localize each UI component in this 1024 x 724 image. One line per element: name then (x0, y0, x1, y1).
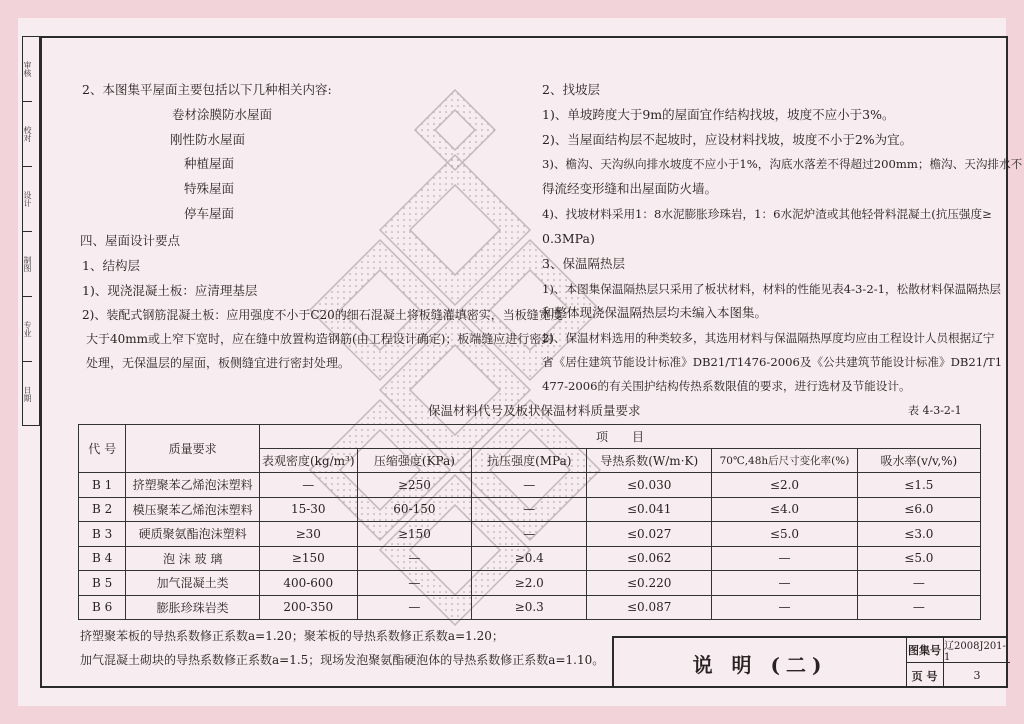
table-cell: ≥30 (259, 522, 357, 547)
table-caption: 保温材料代号及板状保温材料质量要求 (428, 403, 641, 418)
roof-type-item: 停车屋面 (184, 206, 235, 221)
table-cell: — (472, 497, 587, 522)
table-cell: ≤5.0 (857, 546, 980, 571)
table-header-cell: 代 号 (79, 425, 126, 473)
table-cell: 15-30 (259, 497, 357, 522)
binding-cell: 制图 (23, 232, 32, 297)
table-cell: — (712, 546, 858, 571)
table-row (79, 522, 981, 547)
table-row (79, 571, 981, 596)
page-number-value: 3 (973, 669, 981, 682)
table-cell: ≥150 (357, 522, 472, 547)
table-row (79, 497, 981, 522)
table-cell: ≥250 (357, 473, 472, 498)
table-cell: ≥150 (259, 546, 357, 571)
table-cell: 模压聚苯乙烯泡沫塑料 (126, 497, 260, 522)
table-cell: 泡 沫 玻 璃 (126, 546, 260, 571)
table-cell: 挤塑聚苯乙烯泡沫塑料 (126, 473, 260, 498)
atlas-number-row (906, 638, 1010, 663)
table-cell: ≤6.0 (857, 497, 980, 522)
table-cell: B 6 (79, 595, 126, 620)
table-cell: 硬质聚氨酯泡沫塑料 (126, 522, 260, 547)
table-cell: B 5 (79, 571, 126, 596)
table-cell: — (472, 522, 587, 547)
roof-type-item: 卷材涂膜防水屋面 (172, 107, 273, 122)
table-header-cell: 表观密度(kg/m³) (259, 449, 357, 473)
paragraph: 大于40mm或上窄下宽时，应在缝中放置构造钢筋(由工程设计确定)；板端缝应进行密封 (86, 332, 554, 346)
table-header-cell: 质量要求 (126, 425, 260, 473)
binding-strip (22, 36, 40, 426)
table-number: 表 4-3-2-1 (908, 404, 962, 417)
roof-type-item: 种植屋面 (184, 156, 235, 171)
table-cell: ≤1.5 (857, 473, 980, 498)
table-cell: 400-600 (259, 571, 357, 596)
paragraph: 2)、当屋面结构层不起坡时，应设材料找坡，坡度不小于2%为宜。 (542, 132, 913, 147)
table-group-header: 项 目 (259, 425, 980, 449)
sheet-title: 说 明 (二) (614, 638, 907, 688)
table-cell: ≤0.027 (587, 522, 712, 547)
table-cell: 膨胀珍珠岩类 (126, 595, 260, 620)
table-cell: — (857, 595, 980, 620)
table-header-cell: 70℃,48h后尺寸变化率(%) (712, 449, 858, 473)
paragraph: 1)、现浇混凝土板：应清理基层 (82, 283, 258, 298)
table-cell: ≥0.4 (472, 546, 587, 571)
binding-cell: 设计 (23, 167, 32, 232)
table-cell: ≤0.087 (587, 595, 712, 620)
table-cell: ≤4.0 (712, 497, 858, 522)
table-cell: ≤0.041 (587, 497, 712, 522)
table-cell: — (857, 571, 980, 596)
table-cell: — (712, 595, 858, 620)
material-table (78, 424, 981, 620)
table-cell: ≤5.0 (712, 522, 858, 547)
table-cell: ≤0.220 (587, 571, 712, 596)
table-row (79, 473, 981, 498)
table-cell: B 3 (79, 522, 126, 547)
table-header-cell: 抗压强度(MPa) (472, 449, 587, 473)
table-cell: ≥2.0 (472, 571, 587, 596)
table-cell: — (259, 473, 357, 498)
table-cell: 加气混凝土类 (126, 571, 260, 596)
table-cell: ≤0.062 (587, 546, 712, 571)
section-heading: 四、屋面设计要点 (80, 233, 181, 248)
paragraph: 1)、本图集保温隔热层只采用了板状材料，材料的性能见表4-3-2-1，松散材料保温隔热层 (542, 282, 1001, 296)
table-cell: ≤0.030 (587, 473, 712, 498)
subsection-heading: 1、结构层 (82, 258, 140, 273)
page-number-label: 页 号 (906, 663, 944, 688)
subsection-heading: 3、保温隔热层 (542, 256, 625, 271)
paragraph: 477-2006的有关围护结构传热系数限值的要求，进行选材及节能设计。 (542, 379, 911, 393)
table-cell: — (357, 546, 472, 571)
paragraph: 1)、单坡跨度大于9m的屋面宜作结构找坡，坡度不应小于3%。 (542, 107, 895, 122)
table-note: 加气混凝土砌块的导热系数修正系数a=1.5；现场发泡聚氨酯硬泡体的导热系数修正系数a=1.10。 (80, 653, 605, 667)
table-header-row (79, 425, 981, 449)
subsection-heading: 2、找坡层 (542, 82, 600, 97)
table-note: 挤塑聚苯板的导热系数修正系数a=1.20；聚苯板的导热系数修正系数a=1.20； (80, 629, 504, 643)
paragraph: 4)、找坡材料采用1：8水泥膨胀珍珠岩，1：6水泥炉渣或其他轻骨料混凝土(抗压强度≥ (542, 207, 992, 221)
page-number-row (906, 663, 1010, 688)
roof-type-item: 刚性防水屋面 (170, 132, 246, 147)
table-row (79, 546, 981, 571)
roof-type-item: 特殊屋面 (184, 181, 235, 196)
binding-cell: 日期 (23, 385, 32, 402)
table-cell: — (357, 571, 472, 596)
title-block (612, 636, 1008, 688)
table-cell: — (472, 473, 587, 498)
table-cell: 200-350 (259, 595, 357, 620)
paragraph: 得流经变形缝和出屋面防火墙。 (542, 181, 718, 196)
atlas-number-label: 图集号 (906, 638, 944, 662)
paragraph: 3)、檐沟、天沟纵向排水坡度不应小于1%，沟底水落差不得超过200mm；檐沟、天沟排水不 (542, 157, 1023, 171)
paragraph: 0.3MPa) (542, 231, 595, 246)
paragraph: 处理，无保温层的屋面，板侧缝宜进行密封处理。 (86, 356, 351, 370)
table-cell: ≤2.0 (712, 473, 858, 498)
table-cell: ≥0.3 (472, 595, 587, 620)
table-cell: — (357, 595, 472, 620)
binding-cell: 校对 (23, 102, 32, 167)
table-cell: B 1 (79, 473, 126, 498)
binding-cell: 审核 (23, 37, 32, 102)
paragraph: 和整体现浇保温隔热层均未编入本图集。 (542, 305, 768, 320)
binding-cell: 专业 (23, 297, 32, 362)
table-cell: 60-150 (357, 497, 472, 522)
table-cell: B 4 (79, 546, 126, 571)
paragraph: 2)、保温材料选用的种类较多，其选用材料与保温隔热厚度均应由工程设计人员根据辽宁 (542, 331, 995, 345)
table-cell: ≤3.0 (857, 522, 980, 547)
atlas-number-value: 辽2008J201-1 (944, 641, 1006, 663)
table-cell: — (712, 571, 858, 596)
table-cell: B 2 (79, 497, 126, 522)
paragraph: 2)、装配式钢筋混凝土板：应用强度不小于C20的细石混凝土将板缝灌填密实，当板缝宽度 (82, 308, 563, 322)
paragraph: 省《居住建筑节能设计标准》DB21/T1476-2006及《公共建筑节能设计标准》DB21/T1 (542, 355, 1003, 369)
intro-text: 2、本图集平屋面主要包括以下几种相关内容: (82, 82, 332, 97)
table-header-cell: 导热系数(W/m·K) (587, 449, 712, 473)
table-row (79, 595, 981, 620)
table-header-cell: 吸水率(v/v,%) (857, 449, 980, 473)
table-header-cell: 压缩强度(KPa) (357, 449, 472, 473)
